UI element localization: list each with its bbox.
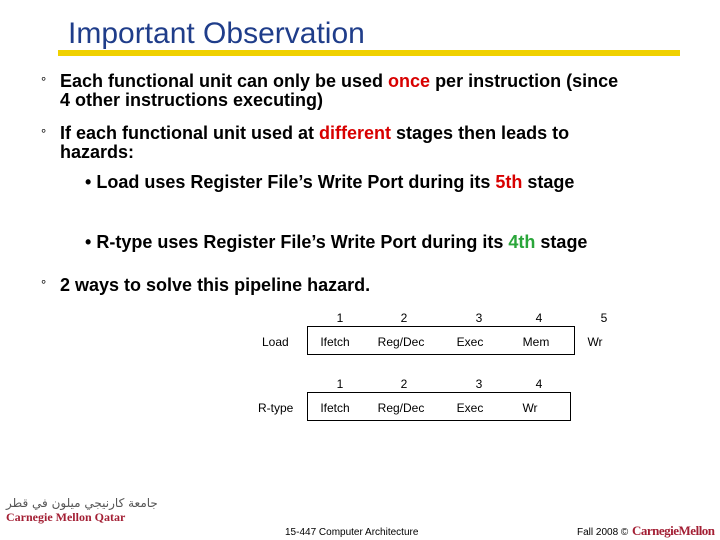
sub-bullet-rtype-text-b: stage: [535, 232, 588, 252]
bullet-1-text-a: Each functional unit can only be used: [60, 71, 389, 91]
load-stage-number: 5: [600, 311, 608, 325]
sub-bullet-marker: •: [85, 232, 92, 252]
sub-bullet-load-highlight: 5th: [495, 172, 523, 192]
load-row-label: Load: [262, 335, 289, 349]
sub-bullet-rtype: [85, 232, 587, 253]
footer-brand-logo: CarnegieMellon: [632, 523, 715, 538]
sub-bullet-load: [85, 172, 574, 193]
bullet-3: 2 ways to solve this pipeline hazard.: [60, 275, 371, 295]
load-stage-number: 2: [400, 311, 408, 325]
bullet-marker: °: [41, 277, 47, 292]
footer-date: Fall 2008 ©: [577, 527, 629, 538]
footer-course: 15-447 Computer Architecture: [285, 527, 419, 538]
load-stage-mem: Mem: [522, 335, 550, 349]
bullet-2-line-2: hazards:: [60, 142, 135, 162]
sub-bullet-rtype-highlight: 4th: [508, 232, 536, 252]
load-stage-number: 4: [535, 311, 543, 325]
load-stage-exec: Exec: [456, 335, 484, 349]
slide-title: Important Observation: [68, 17, 365, 50]
bullet-2-highlight: different: [319, 123, 392, 143]
title-underline-bar: [58, 50, 680, 56]
cmu-qatar-logo-arabic: جامعة كارنيجي ميلون في قطر: [6, 496, 158, 510]
rtype-stage-number: 1: [336, 377, 344, 391]
bullet-1: [60, 72, 700, 110]
bullet-1-highlight: once: [388, 71, 431, 91]
load-stage-regdec: Reg/Dec: [377, 335, 425, 349]
bullet-1-text-b: per instruction (since: [430, 71, 619, 91]
bullet-marker: °: [41, 126, 47, 141]
rtype-row-label: R-type: [258, 401, 294, 415]
bullet-2: [60, 124, 700, 162]
bullet-2-text-b: stages then leads to: [391, 123, 570, 143]
load-stage-wr: Wr: [587, 335, 603, 349]
rtype-stage-number: 4: [535, 377, 543, 391]
rtype-stage-regdec: Reg/Dec: [377, 401, 425, 415]
rtype-stage-exec: Exec: [456, 401, 484, 415]
load-stage-number: 1: [336, 311, 344, 325]
bullet-marker: °: [41, 74, 47, 89]
bullet-1-line-2: 4 other instructions executing): [60, 90, 324, 110]
bullet-2-text-a: If each functional unit used at: [60, 123, 320, 143]
sub-bullet-load-text-a: Load uses Register File’s Write Port during its: [96, 172, 496, 192]
sub-bullet-load-text-b: stage: [522, 172, 575, 192]
sub-bullet-marker: •: [85, 172, 92, 192]
rtype-stage-number: 3: [475, 377, 483, 391]
rtype-stage-wr: Wr: [522, 401, 538, 415]
cmu-qatar-logo: [6, 496, 158, 525]
rtype-stage-ifetch: Ifetch: [320, 401, 350, 415]
rtype-stage-number: 2: [400, 377, 408, 391]
load-stage-ifetch: Ifetch: [320, 335, 350, 349]
sub-bullet-rtype-text-a: R-type uses Register File’s Write Port during its: [96, 232, 509, 252]
load-stage-number: 3: [475, 311, 483, 325]
cmu-qatar-logo-english: Carnegie Mellon Qatar: [6, 510, 126, 524]
